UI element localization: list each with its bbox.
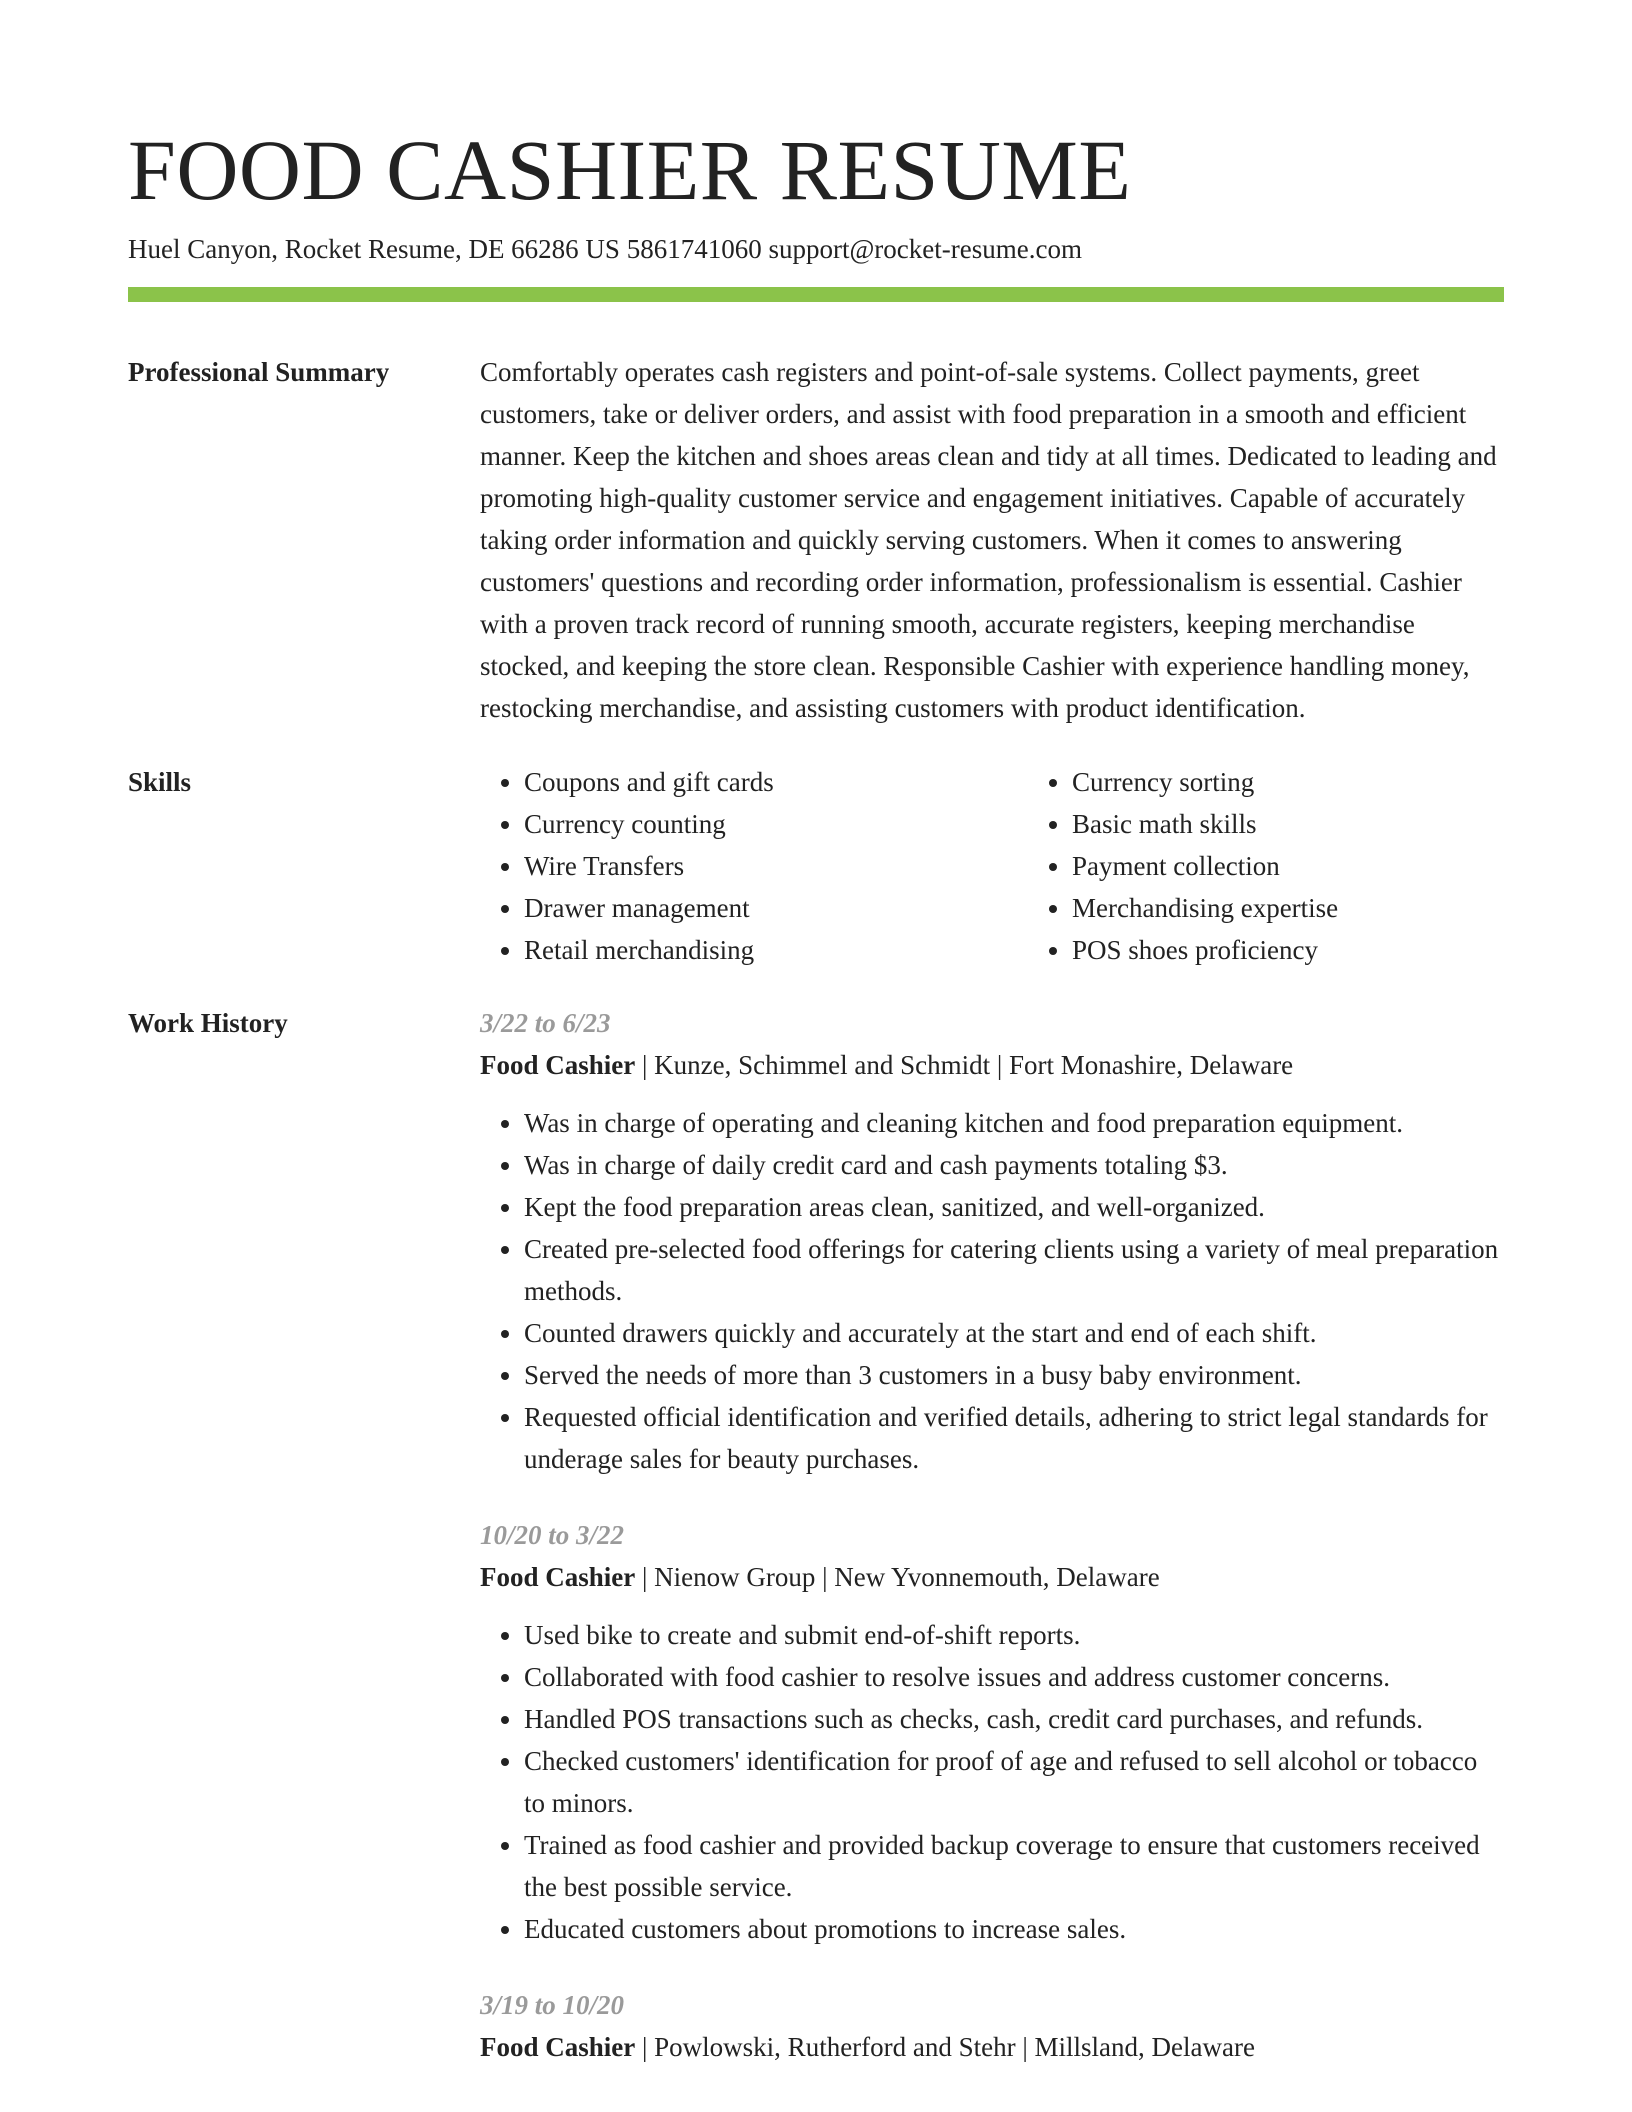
job-bullet: • Was in charge of operating and cleaning kitchen and food preparation equipment. <box>524 1102 1504 1144</box>
job-bullet: • Checked customers' identification for proof of age and refused to sell alcohol or tobacco to minors. <box>524 1740 1504 1824</box>
skill-item: • Coupons and gift cards <box>524 761 1028 803</box>
work-history-body <box>480 1002 1504 2102</box>
skill-item: • Wire Transfers <box>524 845 1028 887</box>
job-dates: 3/19 to 10/20 <box>480 1990 625 2020</box>
resume-page <box>128 120 1504 2102</box>
job-employer-location: | Kunze, Schimmel and Schmidt | Fort Monashire, Delaware <box>635 1050 1294 1080</box>
skill-item: • Currency sorting <box>1072 761 1576 803</box>
job-bullet-list <box>480 1102 1504 1480</box>
skills-body <box>480 761 1576 971</box>
contact-line: Huel Canyon, Rocket Resume, DE 66286 US 5861741060 support@rocket-resume.com <box>128 234 1082 264</box>
job-title: Food Cashier <box>480 1562 636 1592</box>
job-bullet: • Collaborated with food cashier to resolve issues and address customer concerns. <box>524 1656 1504 1698</box>
job-bullet: • Counted drawers quickly and accurately at the start and end of each shift. <box>524 1312 1504 1354</box>
summary-body <box>480 351 1504 729</box>
job-bullet: • Educated customers about promotions to increase sales. <box>524 1908 1504 1950</box>
job-bullet: • Served the needs of more than 3 customers in a busy baby environment. <box>524 1354 1504 1396</box>
job-bullet: • Requested official identification and verified details, adhering to strict legal standards for underage sales for beauty purchases. <box>524 1396 1504 1480</box>
skills-section <box>128 761 1504 971</box>
section-label-work-history: Work History <box>128 1008 288 1038</box>
job-employer-location: | Nienow Group | New Yvonnemouth, Delaware <box>635 1562 1160 1592</box>
job-dates: 3/22 to 6/23 <box>480 1008 611 1038</box>
skills-column-left <box>480 761 1028 971</box>
work-history-section <box>128 1002 1504 2102</box>
skills-column-right <box>1028 761 1576 971</box>
skill-item: • Currency counting <box>524 803 1028 845</box>
skill-item: • Retail merchandising <box>524 929 1028 971</box>
job-employer-location: | Powlowski, Rutherford and Stehr | Millsland, Delaware <box>635 2032 1255 2062</box>
job-bullet: • Was in charge of daily credit card and cash payments totaling $3. <box>524 1144 1504 1186</box>
job-entry <box>480 1002 1504 1480</box>
job-entry <box>480 1514 1504 1950</box>
skill-item: • Merchandising expertise <box>1072 887 1576 929</box>
section-label-skills: Skills <box>128 767 192 797</box>
job-dates: 10/20 to 3/22 <box>480 1520 625 1550</box>
job-entry <box>480 1984 1504 2068</box>
skill-item: • Payment collection <box>1072 845 1576 887</box>
job-bullet: • Used bike to create and submit end-of-shift reports. <box>524 1614 1504 1656</box>
skill-item: • Basic math skills <box>1072 803 1576 845</box>
job-bullet: • Created pre-selected food offerings for catering clients using a variety of meal preparation methods. <box>524 1228 1504 1312</box>
professional-summary-section <box>128 351 1504 729</box>
job-heading <box>480 1556 1504 1598</box>
job-title: Food Cashier <box>480 1050 636 1080</box>
skill-item: • POS shoes proficiency <box>1072 929 1576 971</box>
accent-divider <box>128 287 1504 302</box>
job-heading <box>480 2026 1504 2068</box>
job-title: Food Cashier <box>480 2032 636 2062</box>
job-bullet-list <box>480 1614 1504 1950</box>
summary-text: Comfortably operates cash registers and point-of-sale systems. Collect payments, greet customers, take or deliver orders, and assist with food preparation in a smooth and efficient manner. Keep the kitchen and shoes areas clean and tidy at all times. Dedicated to leading and promoting high-quality customer service and engagement initiatives. Capable of accurately taking order information and quickly serving customers. When it comes to answering customers' questions and recording order information, professionalism is essential. Cashier with a proven track record of running smooth, accurate registers, keeping merchandise stocked, and keeping the store clean. Responsible Cashier with experience handling money, restocking merchandise, and assisting customers with product identification. <box>480 357 1497 723</box>
resume-title: FOOD CASHIER RESUME <box>128 122 1132 218</box>
skill-item: • Drawer management <box>524 887 1028 929</box>
section-label-summary: Professional Summary <box>128 357 390 387</box>
skills-grid <box>480 761 1576 971</box>
job-bullet: • Kept the food preparation areas clean, sanitized, and well-organized. <box>524 1186 1504 1228</box>
job-bullet: • Trained as food cashier and provided backup coverage to ensure that customers received the best possible service. <box>524 1824 1504 1908</box>
job-bullet: • Handled POS transactions such as checks, cash, credit card purchases, and refunds. <box>524 1698 1504 1740</box>
job-heading <box>480 1044 1504 1086</box>
